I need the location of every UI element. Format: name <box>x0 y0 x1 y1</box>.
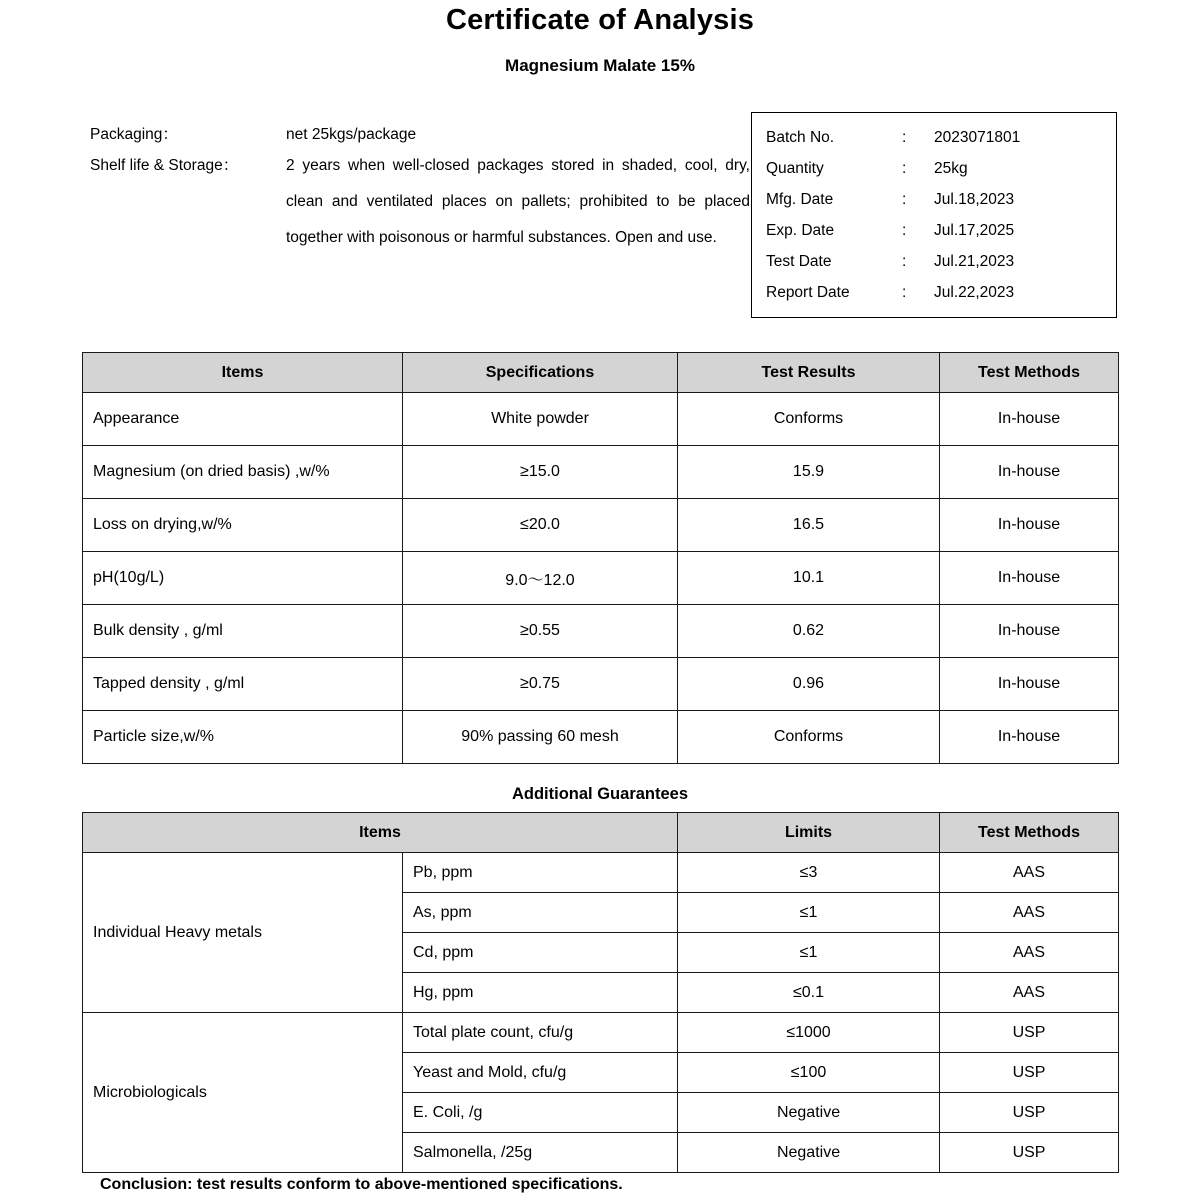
spec-cell-spec: ≤20.0 <box>403 499 678 552</box>
packaging-value: net 25kgs/package <box>286 126 417 143</box>
ag-cell-limit: ≤1000 <box>678 1013 940 1053</box>
ag-table-header-row <box>83 813 1119 853</box>
ag-cell-method: AAS <box>940 893 1119 933</box>
batch-info-colon: : <box>902 222 907 239</box>
spec-cell-item: Bulk density , g/ml <box>83 605 403 658</box>
ag-cell-limit: Negative <box>678 1133 940 1173</box>
ag-cell-limit: ≤1 <box>678 893 940 933</box>
ag-cell-sub: Pb, ppm <box>403 853 678 893</box>
packaging-label: Packaging： <box>90 126 178 143</box>
spec-cell-result: Conforms <box>678 711 940 764</box>
batch-info-value: 25kg <box>934 160 968 177</box>
spec-cell-method: In-house <box>940 658 1119 711</box>
packaging-info-block <box>90 122 750 256</box>
spec-cell-result: 16.5 <box>678 499 940 552</box>
additional-guarantees-table <box>82 812 1119 1173</box>
batch-info-key: Test Date <box>766 253 832 270</box>
spec-cell-spec: ≥0.75 <box>403 658 678 711</box>
spec-cell-result: 10.1 <box>678 552 940 605</box>
batch-info-row <box>766 246 1116 277</box>
spec-cell-item: Appearance <box>83 393 403 446</box>
spec-cell-method: In-house <box>940 393 1119 446</box>
spec-header-methods: Test Methods <box>940 353 1119 393</box>
batch-info-colon: : <box>902 191 907 208</box>
batch-info-colon: : <box>902 253 907 270</box>
document-subtitle: Magnesium Malate 15% <box>505 56 695 75</box>
table-row <box>83 446 1119 499</box>
spec-cell-result: 15.9 <box>678 446 940 499</box>
batch-info-row <box>766 184 1116 215</box>
spec-header-specs: Specifications <box>403 353 678 393</box>
batch-info-colon: : <box>902 129 907 146</box>
ag-cell-sub: Total plate count, cfu/g <box>403 1013 678 1053</box>
spec-table-header-row <box>83 353 1119 393</box>
spec-header-items: Items <box>83 353 403 393</box>
spec-cell-method: In-house <box>940 499 1119 552</box>
spec-cell-method: In-house <box>940 605 1119 658</box>
spec-cell-result: 0.96 <box>678 658 940 711</box>
ag-cell-sub: Yeast and Mold, cfu/g <box>403 1053 678 1093</box>
batch-info-key: Mfg. Date <box>766 191 834 208</box>
batch-info-key: Batch No. <box>766 129 835 146</box>
spec-cell-spec: 90% passing 60 mesh <box>403 711 678 764</box>
spec-cell-method: In-house <box>940 446 1119 499</box>
ag-cell-sub: Salmonella, /25g <box>403 1133 678 1173</box>
conclusion-text: Conclusion: test results conform to above-mentioned specifications. <box>100 1176 623 1193</box>
ag-cell-limit: ≤1 <box>678 933 940 973</box>
ag-cell-sub: Hg, ppm <box>403 973 678 1013</box>
ag-cell-method: AAS <box>940 973 1119 1013</box>
table-row <box>83 853 1119 893</box>
ag-cell-method: USP <box>940 1133 1119 1173</box>
ag-cell-limit: ≤3 <box>678 853 940 893</box>
ag-cell-method: AAS <box>940 853 1119 893</box>
ag-cell-limit: ≤0.1 <box>678 973 940 1013</box>
shelf-life-row <box>90 148 750 256</box>
packaging-row <box>90 122 750 148</box>
specifications-table <box>82 352 1119 764</box>
batch-info-key: Quantity <box>766 160 824 177</box>
batch-info-colon: : <box>902 160 907 177</box>
table-row <box>83 658 1119 711</box>
batch-info-row <box>766 122 1116 153</box>
batch-info-colon: : <box>902 284 907 301</box>
table-row <box>83 393 1119 446</box>
spec-cell-item: Particle size,w/% <box>83 711 403 764</box>
ag-cell-limit: Negative <box>678 1093 940 1133</box>
ag-header-items: Items <box>83 813 678 853</box>
ag-cell-sub: E. Coli, /g <box>403 1093 678 1133</box>
document-title: Certificate of Analysis <box>445 4 755 36</box>
spec-cell-method: In-house <box>940 711 1119 764</box>
spec-cell-spec: 9.0～12.0 <box>403 552 678 605</box>
ag-cell-sub: As, ppm <box>403 893 678 933</box>
additional-guarantees-title: Additional Guarantees <box>511 785 689 803</box>
batch-info-key: Report Date <box>766 284 850 301</box>
spec-cell-item: pH(10g/L) <box>83 552 403 605</box>
shelf-life-label: Shelf life & Storage： <box>90 157 239 174</box>
ag-cell-limit: ≤100 <box>678 1053 940 1093</box>
ag-cell-method: USP <box>940 1013 1119 1053</box>
batch-info-box <box>751 112 1117 318</box>
table-row <box>83 605 1119 658</box>
batch-info-key: Exp. Date <box>766 222 835 239</box>
table-row <box>83 552 1119 605</box>
ag-cell-method: USP <box>940 1093 1119 1133</box>
spec-cell-spec: White powder <box>403 393 678 446</box>
ag-header-methods: Test Methods <box>940 813 1119 853</box>
batch-info-value: Jul.18,2023 <box>934 191 1015 208</box>
batch-info-row <box>766 215 1116 246</box>
batch-info-value: Jul.22,2023 <box>934 284 1015 301</box>
batch-info-row <box>766 153 1116 184</box>
ag-cell-method: AAS <box>940 933 1119 973</box>
batch-info-value: 2023071801 <box>934 129 1021 146</box>
ag-group-label: Microbiologicals <box>83 1013 403 1173</box>
batch-info-value: Jul.17,2025 <box>934 222 1015 239</box>
batch-info-value: Jul.21,2023 <box>934 253 1015 270</box>
spec-cell-item: Tapped density , g/ml <box>83 658 403 711</box>
spec-cell-result: 0.62 <box>678 605 940 658</box>
spec-cell-spec: ≥0.55 <box>403 605 678 658</box>
ag-cell-sub: Cd, ppm <box>403 933 678 973</box>
ag-header-limits: Limits <box>678 813 940 853</box>
spec-cell-spec: ≥15.0 <box>403 446 678 499</box>
spec-cell-method: In-house <box>940 552 1119 605</box>
spec-header-results: Test Results <box>678 353 940 393</box>
spec-cell-item: Loss on drying,w/% <box>83 499 403 552</box>
table-row <box>83 499 1119 552</box>
table-row <box>83 711 1119 764</box>
batch-info-row <box>766 277 1116 308</box>
ag-group-label: Individual Heavy metals <box>83 853 403 1013</box>
table-row <box>83 1013 1119 1053</box>
ag-cell-method: USP <box>940 1053 1119 1093</box>
spec-cell-item: Magnesium (on dried basis) ,w/% <box>83 446 403 499</box>
spec-cell-result: Conforms <box>678 393 940 446</box>
shelf-life-value: 2 years when well-closed packages stored in shaded, cool, dry, clean and ventilated places on pallets; prohibited to be placed together with poisonous or harmful substances. Open and use. <box>286 157 750 246</box>
